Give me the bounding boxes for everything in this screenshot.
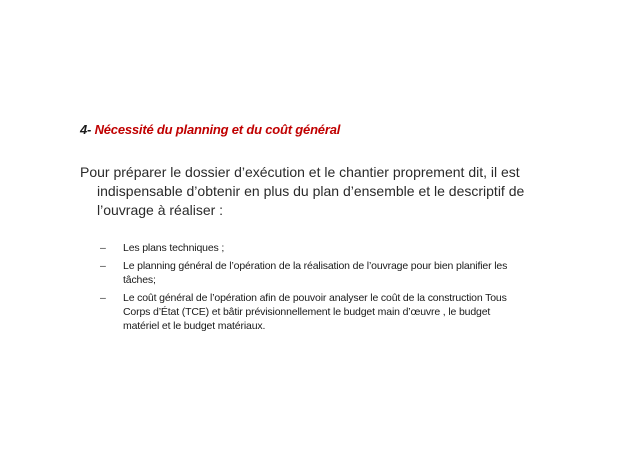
list-item [100, 291, 560, 333]
list-item-line: Le coût général de l’opération afin de pouvoir analyser le coût de la construction Tous [123, 292, 507, 304]
paragraph-line: Pour préparer le dossier d’exécution et le chantier proprement dit, il est [80, 164, 520, 180]
list-item-line: Corps d’État (TCE) et bâtir prévisionnellement le budget main d’œuvre , le budget [123, 306, 491, 318]
section-title: Nécessité du planning et du coût général [94, 122, 341, 137]
list-item-line: tâches; [123, 274, 156, 286]
dash-bullet-icon: – [100, 242, 106, 254]
list-item [100, 241, 560, 255]
list-item-line: Les plans techniques ; [123, 242, 225, 254]
paragraph-line: indispensable d’obtenir en plus du plan d’ensemble et le descriptif de [97, 183, 525, 199]
dash-bullet-icon: – [100, 260, 106, 272]
intro-paragraph [80, 163, 550, 220]
section-heading [80, 122, 340, 137]
list-item-line: Le planning général de l’opération de la réalisation de l’ouvrage pour bien planifier les [123, 260, 508, 272]
requirements-list [100, 241, 560, 337]
list-item-line: matériel et le budget matériaux. [123, 320, 266, 332]
list-item [100, 259, 560, 287]
dash-bullet-icon: – [100, 292, 106, 304]
paragraph-line: l’ouvrage à réaliser : [97, 202, 224, 218]
section-number: 4- [80, 122, 92, 137]
